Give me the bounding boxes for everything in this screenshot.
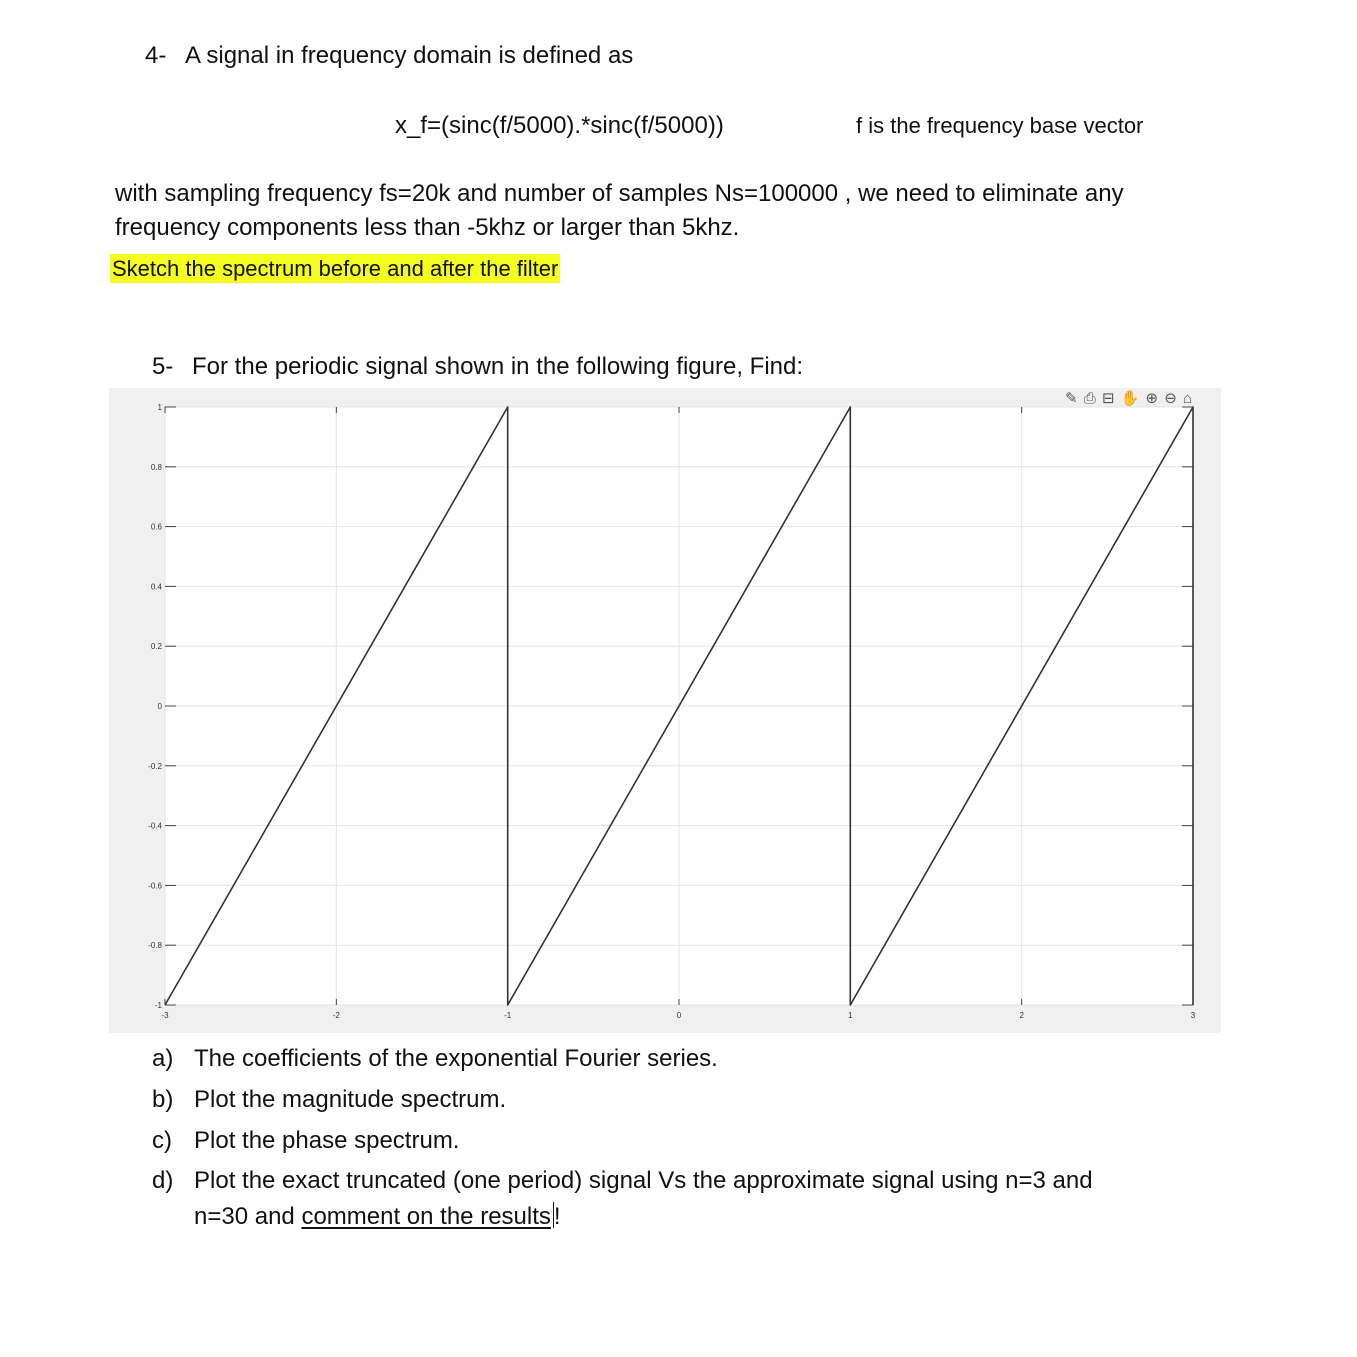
trailing-punctuation: ! bbox=[553, 1203, 561, 1230]
question-number: 4- bbox=[145, 42, 167, 69]
paragraph-line-1: with sampling frequency fs=20k and number of samples Ns=100000 , we need to eliminate any bbox=[115, 180, 1124, 207]
item-label: a) bbox=[152, 1045, 174, 1072]
item-label: b) bbox=[152, 1086, 174, 1113]
question-text: A signal in frequency domain is defined as bbox=[185, 42, 634, 69]
item-text: The coefficients of the exponential Fourier series. bbox=[194, 1045, 718, 1072]
y-tick-label: 0.8 bbox=[150, 462, 162, 472]
x-tick-label: 1 bbox=[848, 1011, 853, 1020]
y-tick-label: 0.6 bbox=[150, 522, 162, 532]
item-text-continuation: n=30 and bbox=[194, 1203, 302, 1230]
question-number: 5- bbox=[152, 353, 174, 380]
x-tick-label: 0 bbox=[676, 1011, 682, 1020]
list-item-c bbox=[152, 1127, 460, 1155]
question-4-heading bbox=[145, 42, 633, 70]
item-text: Plot the phase spectrum. bbox=[194, 1127, 460, 1154]
x-tick-label: -1 bbox=[504, 1011, 512, 1020]
paragraph-line-2: frequency components less than -5khz or larger than 5khz. bbox=[115, 214, 740, 241]
x-tick-label: -3 bbox=[161, 1011, 169, 1020]
list-item-a bbox=[152, 1045, 718, 1073]
y-tick-label: 0.2 bbox=[150, 642, 162, 652]
highlighted-instruction: Sketch the spectrum before and after the filter bbox=[112, 256, 559, 281]
list-item-d-continuation bbox=[194, 1202, 561, 1231]
y-tick-label: -0.2 bbox=[148, 761, 162, 771]
data-cursor-icon[interactable]: ⊟ bbox=[1101, 390, 1116, 407]
edit-icon[interactable]: ✎ bbox=[1065, 390, 1079, 407]
y-tick-label: -0.8 bbox=[148, 941, 162, 951]
figure-panel bbox=[109, 388, 1221, 1033]
zoom-in-icon[interactable]: ⊕ bbox=[1145, 390, 1160, 407]
formula-note: f is the frequency base vector bbox=[856, 113, 1144, 138]
item-label: d) bbox=[152, 1167, 174, 1194]
zoom-out-icon[interactable]: ⊖ bbox=[1164, 390, 1178, 407]
x-tick-label: 3 bbox=[1190, 1011, 1196, 1020]
home-icon[interactable]: ⌂ bbox=[1183, 390, 1194, 407]
list-item-d bbox=[152, 1167, 1093, 1195]
item-label: c) bbox=[152, 1127, 172, 1154]
question-5-heading bbox=[152, 353, 803, 381]
y-tick-label: -0.4 bbox=[148, 821, 162, 831]
question-text: For the periodic signal shown in the following figure, Find: bbox=[192, 353, 804, 380]
y-tick-label: 0.4 bbox=[150, 582, 162, 592]
y-tick-label: -1 bbox=[154, 1001, 162, 1010]
underlined-phrase: comment on the results bbox=[301, 1203, 551, 1230]
pan-icon[interactable]: ✋ bbox=[1120, 390, 1141, 407]
item-text: Plot the magnitude spectrum. bbox=[194, 1086, 507, 1113]
y-tick-label: 1 bbox=[157, 403, 162, 412]
y-tick-label: 0 bbox=[157, 702, 162, 711]
item-text: Plot the exact truncated (one period) signal Vs the approximate signal using n=3 and bbox=[194, 1167, 1093, 1194]
print-icon[interactable]: ⎙ bbox=[1083, 390, 1097, 407]
list-item-b bbox=[152, 1086, 507, 1114]
figure-toolbar bbox=[1065, 389, 1193, 407]
y-tick-label: -0.6 bbox=[148, 881, 162, 891]
x-tick-label: -2 bbox=[332, 1011, 340, 1020]
x-tick-label: 2 bbox=[1019, 1011, 1024, 1020]
formula: x_f=(sinc(f/5000).*sinc(f/5000)) bbox=[395, 112, 724, 139]
